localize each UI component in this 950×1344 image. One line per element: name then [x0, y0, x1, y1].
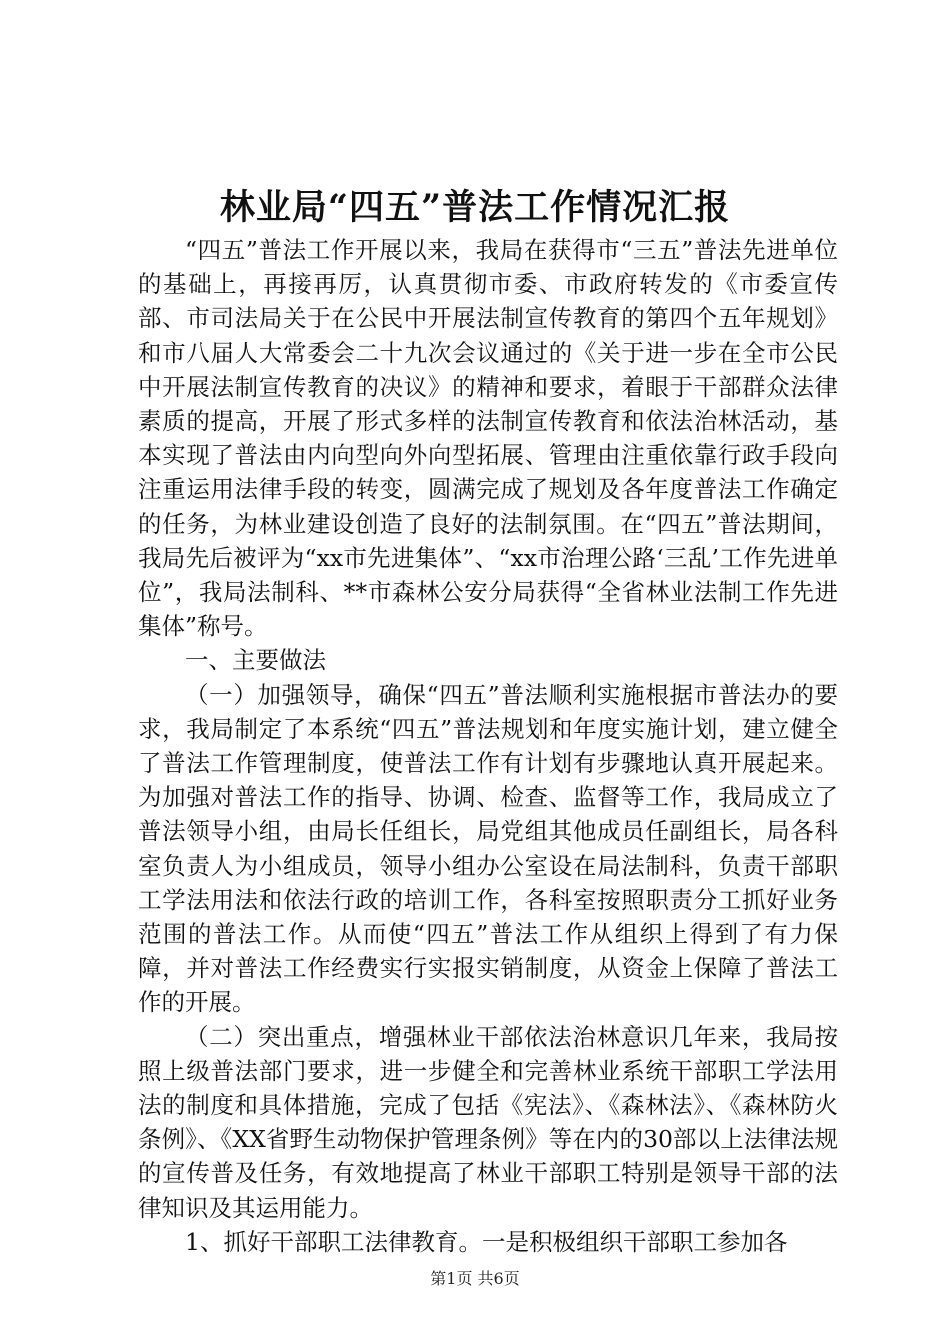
page-footer: 第1页 共6页 [430, 1269, 520, 1288]
section-heading-main-practices: 一、主要做法 [185, 646, 326, 675]
document-title: 林业局“四五”普法工作情况汇报 [219, 187, 731, 228]
paragraph-staff-education: 1、抓好干部职工法律教育。一是积极组织干部职工参加各 [185, 1227, 788, 1256]
paragraph-leadership: （一）加强领导，确保“四五”普法顺利实施根据市普法办的要求，我局制定了本系统“四五”普法规划和年度实施计划，建立健全了普法工作管理制度，使普法工作有计划有步骤地认真开展起来。为加强对普法工作的指导、协调、检查、监督等工作，我局成立了普法领导小组，由局长任组长，局党组其他成员任副组长，局各科室负责人为小组成员，领导小组办公室设在局法制科，负责干部职工学法用法和依法行政的培训工作，各科室按照职责分工抓好业务范围的普法工作。从而使“四五”普法工作从组织上得到了有力保障，并对普法工作经费实行实报实销制度，从资金上保障了普法工作的开展。 [138, 680, 838, 1017]
document-body [138, 233, 838, 1259]
paragraph-intro: “四五”普法工作开展以来，我局在获得市“三五”普法先进单位的基础上，再接再厉，认真贯彻市委、市政府转发的《市委宣传部、市司法局关于在公民中开展法制宣传教育的第四个五年规划》和市八届人大常委会二十九次会议通过的《关于进一步在全市公民中开展法制宣传教育的决议》的精神和要求，着眼于干部群众法律素质的提高，开展了形式多样的法制宣传教育和依法治林活动，基本实现了普法由内向型向外向型拓展、管理由注重依靠行政手段向注重运用法律手段的转变，圆满完成了规划及各年度普法工作确定的任务，为林业建设创造了良好的法制氛围。在“四五”普法期间，我局先后被评为“xx市先进集体”、“xx市治理公路‘三乱’工作先进单位”，我局法制科、**市森林公安分局获得“全省林业法制工作先进集体”称号。 [138, 236, 838, 641]
paragraph-key-focus: （二）突出重点，增强林业干部依法治林意识几年来，我局按照上级普法部门要求，进一步健全和完善林业系统干部职工学法用法的制度和具体措施，完成了包括《宪法》、《森林法》、《森林防火条例》、《XX省野生动物保护管理条例》等在内的30部以上法律法规的宣传普及任务，有效地提高了林业干部职工特别是领导干部的法律知识及其运用能力。 [138, 1022, 838, 1222]
